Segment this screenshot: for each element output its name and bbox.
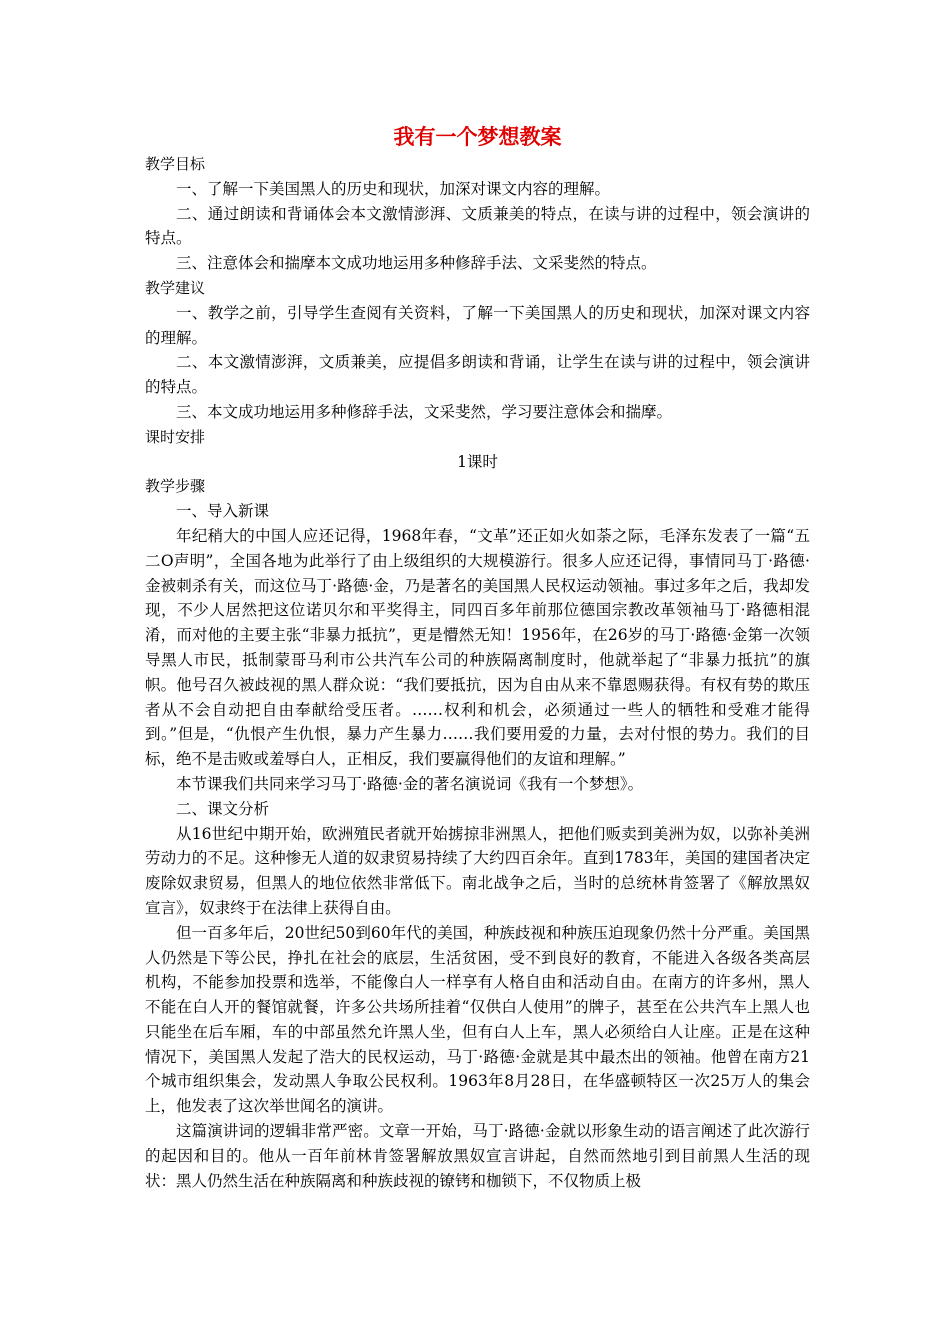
section-heading-goals: 教学目标	[145, 155, 206, 173]
analysis-paragraph: 但一百多年后，20世纪50到60年代的美国，种族歧视和种族压迫现象仍然十分严重。美国黑人仍然是下等公民，挣扎在社会的底层，生活贫困，受不到良好的教育，不能进入各级各类高层机构，不能参加投票和选举，不能像白人一样享有人格自由和活动自由。在南方的许多州，黑人不能在白人开的餐馆就餐，许多公共场所挂着“仅供白人使用”的牌子，甚至在公共汽车上黑人也只能坐在后车厢，车的中部虽然允许黑人坐，但有白人上车，黑人必须给白人让座。正是在这种情况下，美国黑人发起了浩大的民权运动，马丁·路德·金就是其中最杰出的领袖。他曾在南方21个城市组织集会，发动黑人争取公民权利。1963年8月28日，在华盛顿特区一次25万人的集会上，他发表了这次举世闻名的演讲。	[145, 923, 810, 1116]
intro-paragraph: 本节课我们共同来学习马丁·路德·金的著名演说词《我有一个梦想》。	[176, 774, 644, 793]
suggestion-item: 一、教学之前，引导学生查阅有关资料，了解一下美国黑人的历史和现状，加深对课文内容的理解。	[145, 303, 810, 347]
section-heading-suggestions: 教学建议	[145, 278, 206, 297]
document-title: 我有一个梦想教案	[393, 125, 562, 149]
suggestion-item: 三、本文成功地运用多种修辞手法，文采斐然，学习要注意体会和揣摩。	[176, 402, 673, 421]
section-heading-steps: 教学步骤	[145, 477, 206, 496]
goal-item: 三、注意体会和揣摩本文成功地运用多种修辞手法、文采斐然的特点。	[176, 254, 657, 273]
section-heading-schedule: 课时安排	[145, 427, 206, 446]
analysis-paragraph: 从16世纪中期开始，欧洲殖民者就开始掳掠非洲黑人，把他们贩卖到美洲为奴，以弥补美洲劳动力的不足。这种惨无人道的奴隶贸易持续了大约四百余年。直到1783年，美国的建国者决定废除奴隶贸易，但黑人的地位依然非常低下。南北战争之后，当时的总统林肯签署了《解放黑奴宣言》，奴隶终于在法律上获得自由。	[145, 824, 810, 917]
analysis-paragraph: 这篇演讲词的逻辑非常严密。文章一开始，马丁·路德·金就以形象生动的语言阐述了此次游行的起因和目的。他从一百年前林肯签署解放黑奴宣言讲起，自然而然地引到目前黑人生活的现状：黑人仍然生活在种族隔离和种族歧视的镣铐和枷锁下，不仅物质上极	[145, 1122, 810, 1190]
goal-item: 一、了解一下美国黑人的历史和现状，加深对课文内容的理解。	[176, 179, 611, 198]
step-heading-intro: 一、导入新课	[176, 502, 270, 521]
step-heading-analysis: 二、课文分析	[176, 799, 270, 818]
goal-item: 二、通过朗读和背诵体会本文激情澎湃、文质兼美的特点，在读与讲的过程中，领会演讲的特点。	[145, 204, 810, 248]
intro-paragraph: 年纪稍大的中国人应还记得，1968年春，“文革”还正如火如荼之际，毛泽东发表了一篇“五二O声明”，全国各地为此举行了由上级组织的大规模游行。很多人应还记得，事情同马丁·路德·金被刺杀有关，而这位马丁·路德·金，乃是著名的美国黑人民权运动领袖。事过多年之后，我却发现，不少人居然把这位诺贝尔和平奖得主，同四百多年前那位德国宗教改革领袖马丁·路德相混淆，而对他的主要主张“非暴力抵抗”，更是懵然无知！1956年，在26岁的马丁·路德·金第一次领导黑人市民，抵制蒙哥马利市公共汽车公司的种族隔离制度时，他就举起了“非暴力抵抗”的旗帜。他号召久被歧视的黑人群众说：“我们要抵抗，因为自由从来不靠恩赐获得。有权有势的欺压者从不会自动把自由奉献给受压者。……权利和机会，必须通过一些人的牺牲和受难才能得到。”但是，“仇恨产生仇恨，暴力产生暴力……我们要用爱的力量，去对付恨的势力。我们的目标，绝不是击败或羞辱白人，正相反，我们要赢得他们的友谊和理解。”	[145, 526, 810, 769]
suggestion-item: 二、本文激情澎湃，文质兼美，应提倡多朗读和背诵，让学生在读与讲的过程中，领会演讲的特点。	[145, 353, 810, 397]
schedule-value: 1课时	[457, 452, 498, 471]
document-body	[145, 122, 810, 1193]
